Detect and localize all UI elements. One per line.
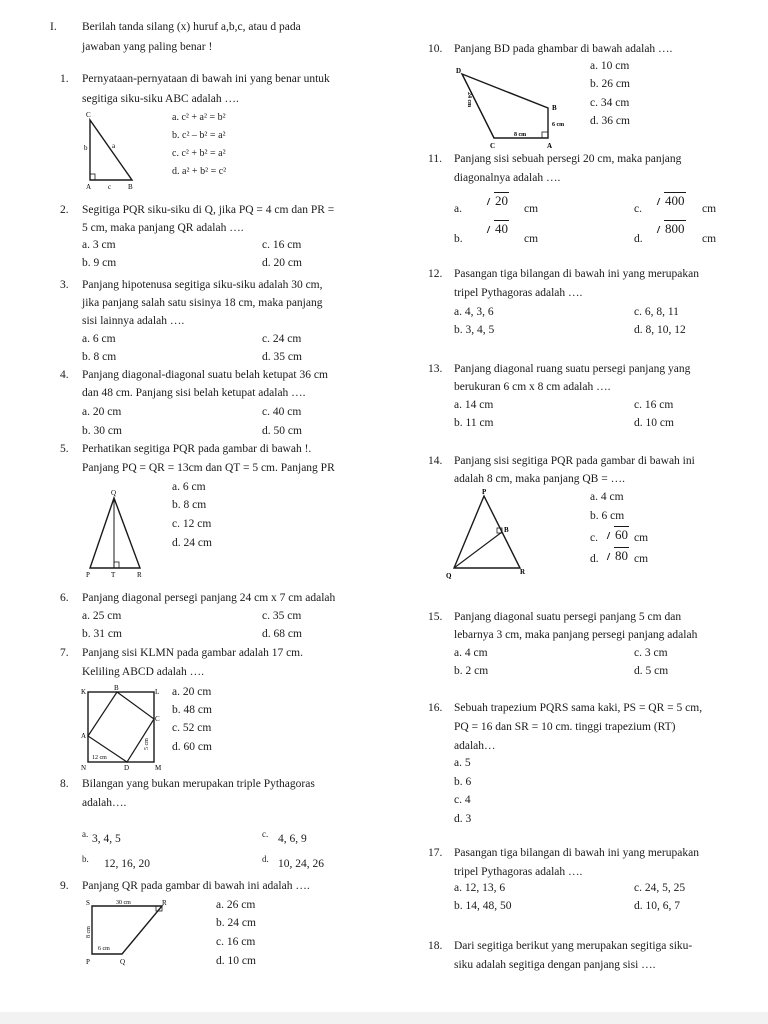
svg-text:P: P [86, 571, 90, 579]
q4-option-a[interactable]: a. 20 cm [82, 406, 122, 418]
q4-option-b[interactable]: b. 30 cm [82, 425, 122, 437]
q17-option-b[interactable]: b. 14, 48, 50 [454, 900, 512, 912]
q9-option-c[interactable]: c. 16 cm [216, 936, 256, 948]
q7-option-b[interactable]: b. 48 cm [172, 704, 212, 716]
svg-text:C: C [155, 715, 160, 723]
q6-option-b[interactable]: b. 31 cm [82, 628, 122, 640]
svg-text:c: c [108, 183, 112, 191]
q11-option-b-unit: cm [524, 233, 539, 245]
svg-text:B: B [128, 183, 133, 191]
svg-text:6 cm: 6 cm [98, 946, 110, 952]
q14-option-a[interactable]: a. 4 cm [590, 491, 624, 503]
q7-text-1: Panjang sisi KLMN pada gambar adalah 17 cm. [82, 647, 303, 659]
q2-option-b[interactable]: b. 9 cm [82, 257, 117, 269]
q15-option-c[interactable]: c. 3 cm [634, 647, 668, 659]
svg-text:S: S [86, 899, 90, 907]
q13-number: 13. [428, 363, 443, 375]
q3-option-d[interactable]: d. 35 cm [262, 351, 302, 363]
q11-option-a-unit: cm [524, 203, 539, 215]
q15-option-d[interactable]: d. 5 cm [634, 665, 669, 677]
svg-text:8 cm: 8 cm [86, 926, 92, 938]
q1-text-1: Pernyataan-pernyataan di bawah ini yang benar untuk [82, 73, 330, 85]
q9-number: 9. [60, 880, 69, 892]
q8-option-a-letter: a. [82, 829, 89, 839]
q3-number: 3. [60, 279, 69, 291]
q9-trapezoid-figure [84, 896, 176, 966]
q8-option-d-letter: d. [262, 854, 269, 864]
q6-option-d[interactable]: d. 68 cm [262, 628, 302, 640]
q13-option-d[interactable]: d. 10 cm [634, 417, 674, 429]
q14-option-c-unit: cm [634, 532, 649, 544]
q6-option-c[interactable]: c. 35 cm [262, 610, 302, 622]
q11-option-c-letter: c. [634, 203, 642, 215]
svg-text:Q: Q [111, 489, 117, 497]
q11-text-2: diagonalnya adalah …. [454, 172, 561, 184]
q7-text-2: Keliling ABCD adalah …. [82, 666, 205, 678]
q9-option-b[interactable]: b. 24 cm [216, 917, 256, 929]
q12-number: 12. [428, 268, 443, 280]
q3-option-c[interactable]: c. 24 cm [262, 333, 302, 345]
q15-text-2: lebarnya 3 cm, maka panjang persegi panjang adalah [454, 629, 698, 641]
q8-text-1: Bilangan yang bukan merupakan triple Pythagoras [82, 778, 315, 790]
q8-text-2: adalah…. [82, 797, 127, 809]
svg-text:R: R [520, 568, 526, 576]
q14-number: 14. [428, 455, 443, 467]
q8-option-c-letter: c. [262, 829, 269, 839]
svg-text:Q: Q [120, 958, 126, 966]
svg-text:D: D [456, 67, 462, 75]
q11-option-d-root[interactable]: 800 [654, 222, 686, 236]
svg-text:C: C [86, 111, 91, 119]
q17-number: 17. [428, 847, 443, 859]
instruction-line-1: Berilah tanda silang (x) huruf a,b,c, atau d pada [82, 21, 301, 33]
q6-text-1: Panjang diagonal persegi panjang 24 cm x 7 cm adalah [82, 592, 336, 604]
q17-option-d[interactable]: d. 10, 6, 7 [634, 900, 680, 912]
q14-text-2: adalah 8 cm, maka panjang QB = …. [454, 473, 625, 485]
q2-text-1: Segitiga PQR siku-siku di Q, jika PQ = 4 cm dan PR = [82, 204, 335, 216]
q10-text-1: Panjang BD pada ghambar di bawah adalah …. [454, 43, 673, 55]
q1-option-d[interactable]: d. a² + b² = c² [172, 166, 227, 177]
q13-option-b[interactable]: b. 11 cm [454, 417, 494, 429]
svg-text:B: B [552, 104, 557, 112]
q1-text-2: segitiga siku-siku ABC adalah …. [82, 93, 239, 105]
q2-text-2: 5 cm, maka panjang QR adalah …. [82, 222, 244, 234]
q16-text-3: adalah… [454, 740, 496, 752]
q5-text-2: Panjang PQ = QR = 13cm dan QT = 5 cm. Panjang PR [82, 462, 335, 474]
q14-option-d-unit: cm [634, 553, 649, 565]
q10-option-d[interactable]: d. 36 cm [590, 115, 630, 127]
q11-text-1: Panjang sisi sebuah persegi 20 cm, maka panjang [454, 153, 682, 165]
q10-option-c[interactable]: c. 34 cm [590, 97, 630, 109]
svg-text:Q: Q [446, 572, 452, 580]
q11-option-b-root[interactable]: 40 [484, 222, 509, 236]
q18-text-1: Dari segitiga berikut yang merupakan segitiga siku- [454, 940, 693, 952]
q14-option-d-letter: d. [590, 553, 599, 565]
svg-text:R: R [162, 899, 167, 907]
q12-text-1: Pasangan tiga bilangan di bawah ini yang merupakan [454, 268, 699, 280]
q14-text-1: Panjang sisi segitiga PQR pada gambar di bawah ini [454, 455, 695, 467]
q11-number: 11. [428, 153, 442, 165]
svg-text:A: A [547, 142, 553, 150]
q11-option-d-unit: cm [702, 233, 717, 245]
q13-option-c[interactable]: c. 16 cm [634, 399, 674, 411]
q10-option-a[interactable]: a. 10 cm [590, 60, 630, 72]
svg-text:b: b [84, 144, 88, 152]
q7-square-figure [80, 684, 162, 774]
instruction-line-2: jawaban yang paling benar ! [82, 41, 213, 53]
q17-text-1: Pasangan tiga bilangan di bawah ini yang merupakan [454, 847, 699, 859]
svg-text:8 cm: 8 cm [514, 132, 527, 138]
q16-text-1: Sebuah trapezium PQRS sama kaki, PS = QR = 5 cm, [454, 702, 703, 714]
q11-option-a-root[interactable]: 20 [484, 194, 509, 208]
q12-option-d[interactable]: d. 8, 10, 12 [634, 324, 686, 336]
q16-option-b[interactable]: b. 6 [454, 776, 472, 788]
q4-number: 4. [60, 369, 69, 381]
q15-option-a[interactable]: a. 4 cm [454, 647, 488, 659]
q1-triangle-figure [82, 108, 142, 192]
q17-option-c[interactable]: c. 24, 5, 25 [634, 882, 686, 894]
q11-option-c-root[interactable]: 400 [654, 194, 686, 208]
q14-triangle-figure [440, 486, 540, 586]
svg-text:B: B [504, 526, 509, 534]
q10-quadrilateral-figure [452, 64, 572, 152]
q3-option-a[interactable]: a. 6 cm [82, 333, 116, 345]
q8-option-c[interactable]: 4, 6, 9 [278, 833, 307, 845]
q9-option-a[interactable]: a. 26 cm [216, 899, 256, 911]
page-bottom-edge [0, 1012, 768, 1024]
svg-text:12 cm: 12 cm [92, 755, 107, 761]
q5-text-1: Perhatikan segitiga PQR pada gambar di bawah !. [82, 443, 312, 455]
svg-text:M: M [155, 764, 162, 772]
svg-text:A: A [86, 183, 92, 191]
q16-option-c[interactable]: c. 4 [454, 794, 471, 806]
q14-option-c-root[interactable]: 60 [604, 528, 629, 542]
q12-option-a[interactable]: a. 4, 3, 6 [454, 306, 494, 318]
svg-text:K: K [81, 688, 87, 696]
q7-option-d[interactable]: d. 60 cm [172, 741, 212, 753]
q8-option-d[interactable]: 10, 24, 26 [278, 858, 324, 870]
q3-option-b[interactable]: b. 8 cm [82, 351, 117, 363]
q13-option-a[interactable]: a. 14 cm [454, 399, 494, 411]
q1-option-c[interactable]: c. c² + b² = a² [172, 148, 226, 159]
q16-number: 16. [428, 702, 443, 714]
q15-option-b[interactable]: b. 2 cm [454, 665, 489, 677]
q5-option-d[interactable]: d. 24 cm [172, 537, 212, 549]
q5-triangle-figure [82, 486, 152, 580]
svg-text:R: R [137, 571, 142, 579]
q17-option-a[interactable]: a. 12, 13, 6 [454, 882, 506, 894]
q1-option-b[interactable]: b. c² – b² = a² [172, 130, 226, 141]
svg-text:A: A [81, 732, 87, 740]
svg-text:D: D [124, 764, 130, 772]
q4-option-d[interactable]: d. 50 cm [262, 425, 302, 437]
q11-option-a-letter: a. [454, 203, 462, 215]
q16-option-a[interactable]: a. 5 [454, 757, 471, 769]
svg-text:N: N [81, 764, 87, 772]
q6-option-a[interactable]: a. 25 cm [82, 610, 122, 622]
q14-option-c-letter: c. [590, 532, 598, 544]
q8-number: 8. [60, 778, 69, 790]
q17-text-2: tripel Pythagoras adalah …. [454, 866, 583, 878]
q9-text-1: Panjang QR pada gambar di bawah ini adalah …. [82, 880, 310, 892]
q14-option-d-root[interactable]: 80 [604, 549, 629, 563]
svg-text:a: a [112, 142, 116, 150]
q8-option-b-letter: b. [82, 854, 89, 864]
section-number: I. [50, 21, 57, 33]
svg-text:6 cm: 6 cm [552, 122, 565, 128]
q3-text-2: jika panjang salah satu sisinya 18 cm, maka panjang [82, 297, 323, 309]
q18-text-2: siku adalah segitiga dengan panjang sisi …. [454, 959, 656, 971]
q10-option-b[interactable]: b. 26 cm [590, 78, 630, 90]
q11-option-b-letter: b. [454, 233, 463, 245]
q12-text-2: tripel Pythagoras adalah …. [454, 287, 583, 299]
q11-option-c-unit: cm [702, 203, 717, 215]
q5-option-b[interactable]: b. 8 cm [172, 499, 207, 511]
q12-option-b[interactable]: b. 3, 4, 5 [454, 324, 495, 336]
svg-text:30 cm: 30 cm [116, 900, 131, 906]
svg-text:L: L [155, 688, 160, 696]
q4-option-c[interactable]: c. 40 cm [262, 406, 302, 418]
q6-number: 6. [60, 592, 69, 604]
q18-number: 18. [428, 940, 443, 952]
q3-text-1: Panjang hipotenusa segitiga siku-siku adalah 30 cm, [82, 279, 323, 291]
q13-text-1: Panjang diagonal ruang suatu persegi panjang yang [454, 363, 691, 375]
q4-text-1: Panjang diagonal-diagonal suatu belah ketupat 36 cm [82, 369, 328, 381]
q16-option-d[interactable]: d. 3 [454, 813, 472, 825]
q12-option-c[interactable]: c. 6, 8, 11 [634, 306, 679, 318]
q7-number: 7. [60, 647, 69, 659]
q13-text-2: berukuran 6 cm x 8 cm adalah …. [454, 381, 611, 393]
q2-number: 2. [60, 204, 69, 216]
q5-option-a[interactable]: a. 6 cm [172, 481, 206, 493]
q15-number: 15. [428, 611, 443, 623]
q9-option-d[interactable]: d. 10 cm [216, 955, 256, 967]
q7-option-c[interactable]: c. 52 cm [172, 722, 212, 734]
q7-option-a[interactable]: a. 20 cm [172, 686, 212, 698]
q11-option-d-letter: d. [634, 233, 643, 245]
q14-option-b[interactable]: b. 6 cm [590, 510, 625, 522]
q10-number: 10. [428, 43, 443, 55]
svg-text:P: P [482, 488, 487, 496]
svg-text:5 cm: 5 cm [144, 738, 150, 750]
q2-option-c[interactable]: c. 16 cm [262, 239, 302, 251]
q1-option-a[interactable]: a. c² + a² = b² [172, 112, 226, 123]
svg-text:B: B [114, 684, 119, 692]
q16-text-2: PQ = 16 dan SR = 10 cm. tinggi trapezium (RT) [454, 721, 676, 733]
q8-option-b[interactable]: 12, 16, 20 [104, 858, 150, 870]
q2-option-d[interactable]: d. 20 cm [262, 257, 302, 269]
q4-text-2: dan 48 cm. Panjang sisi belah ketupat adalah …. [82, 387, 306, 399]
q15-text-1: Panjang diagonal suatu persegi panjang 5 cm dan [454, 611, 682, 623]
svg-text:C: C [490, 142, 496, 150]
q5-option-c[interactable]: c. 12 cm [172, 518, 212, 530]
q2-option-a[interactable]: a. 3 cm [82, 239, 116, 251]
svg-text:T: T [111, 571, 116, 579]
svg-text:P: P [86, 958, 90, 966]
q3-text-3: sisi lainnya adalah …. [82, 315, 185, 327]
q8-option-a[interactable]: 3, 4, 5 [92, 833, 121, 845]
q5-number: 5. [60, 443, 69, 455]
q1-number: 1. [60, 73, 69, 85]
svg-text:24 cm: 24 cm [466, 92, 472, 108]
